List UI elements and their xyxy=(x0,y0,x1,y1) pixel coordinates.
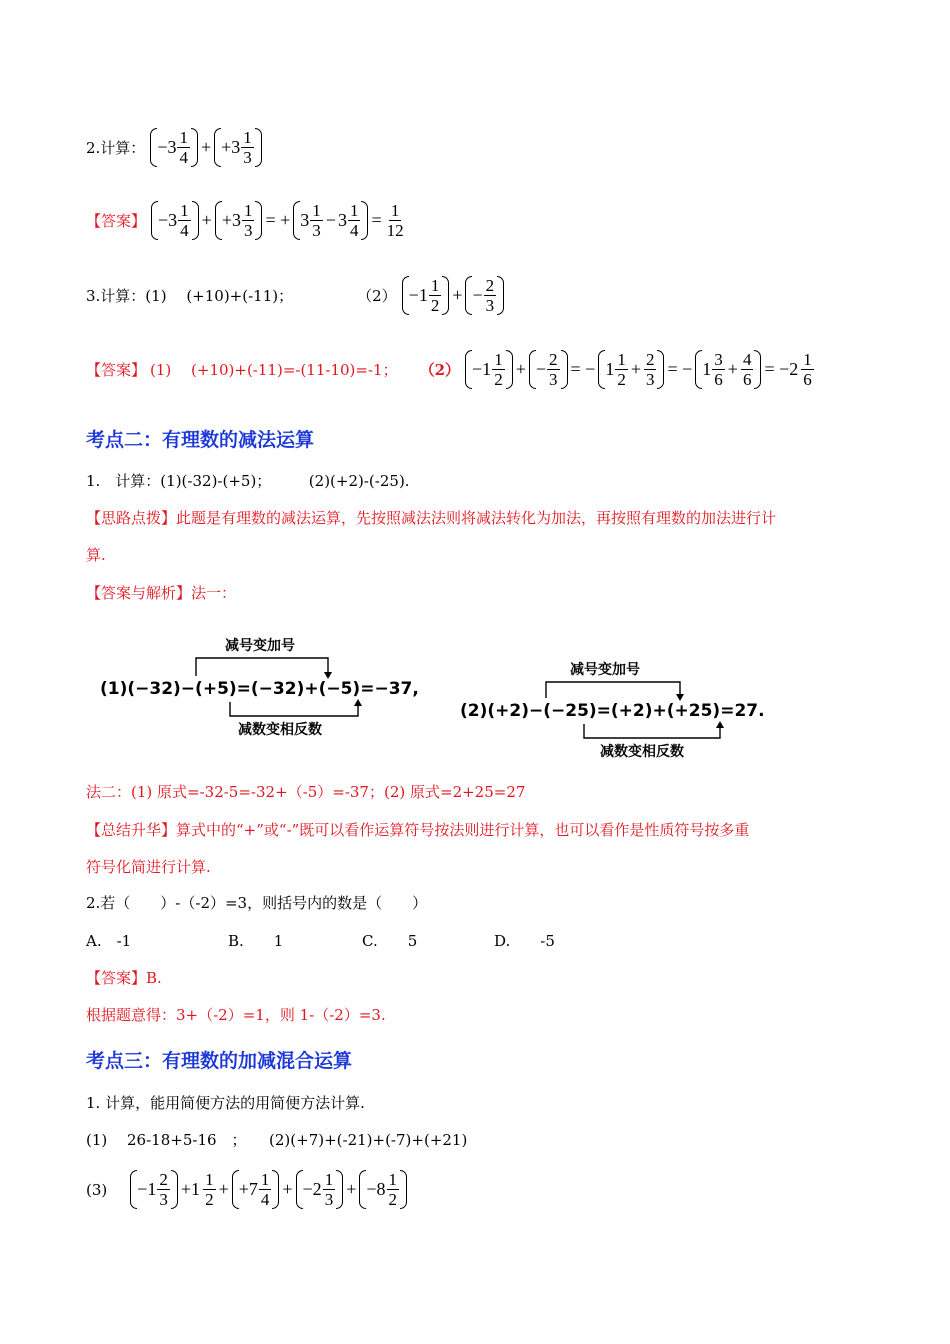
q3-answer-part2-label: （2） xyxy=(419,361,461,379)
paren-group: 3 $\frac{1}{3}$ − 3 $\frac{1}{4}$ xyxy=(293,201,368,240)
paren-group: −2 $\frac{1}{3}$ xyxy=(296,1170,344,1209)
fraction: $\frac{2}{3}$ xyxy=(549,350,558,389)
fraction: $\frac{1}{4}$ xyxy=(260,1170,270,1209)
fraction: $\frac{1}{4}$ xyxy=(179,128,188,167)
figure2-bottom-note: 减数变相反数 xyxy=(600,744,684,760)
figure1-bottom-note: 减数变相反数 xyxy=(238,722,322,738)
section3-q1: 1. 计算，能用简便方法的用简便方法计算. xyxy=(86,1094,365,1112)
q2-label: 2.计算： xyxy=(86,139,146,157)
figure2-top-arrowhead xyxy=(676,694,684,701)
math-whole: −3 xyxy=(157,137,177,157)
paren-group: − $\frac{2}{3}$ xyxy=(529,350,568,389)
paren-group xyxy=(214,128,262,167)
section2-answer: 【答案】B. xyxy=(86,969,162,987)
fraction: $\frac{2}{3}$ xyxy=(485,276,495,315)
fraction: $\frac{2}{3}$ xyxy=(159,1170,168,1209)
fraction: $\frac{1}{4}$ xyxy=(180,201,189,240)
fraction: $\frac{1}{12}$ xyxy=(386,201,404,240)
paren-group: −3 $\frac{1}{4}$ xyxy=(151,201,199,240)
fraction: $\frac{1}{2}$ xyxy=(205,1170,214,1209)
math-whole: +3 xyxy=(221,137,241,157)
paren-group: −1 $\frac{2}{3}$ xyxy=(130,1170,178,1209)
section2-hint-line1: 【思路点拨】此题是有理数的减法运算，先按照减法法则将减法转化为加法，再按照有理数的加法进行计 xyxy=(86,509,777,527)
figure1-bottom-bracket xyxy=(230,702,358,716)
fraction: $\frac{1}{4}$ xyxy=(349,201,359,240)
fraction: $\frac{1}{3}$ xyxy=(324,1170,334,1209)
section2-explain: 根据题意得：3+（-2）=1，则 1-（-2）=3. xyxy=(86,1006,386,1024)
figure2-bottom-arrowhead xyxy=(716,721,724,728)
answer-tag: 【答案】 xyxy=(86,361,147,379)
part3-label: (3) xyxy=(86,1180,108,1199)
section2-q2: 2.若（ ）-（-2）=3，则括号内的数是（ ） xyxy=(86,894,428,912)
q2-answer-line: 【答案】 −3 $\frac{1}{4}$ + +3 $\frac{1}{3}$ = + 3 $\frac{1}{3}$ − 3 $\frac{1}{4}$ = $\frac{1}{12}$ xyxy=(86,201,404,240)
paren-group: −1 $\frac{1}{2}$ xyxy=(465,350,513,389)
figure2-bottom-bracket xyxy=(584,724,720,738)
fraction: $\frac{1}{6}$ xyxy=(803,350,812,389)
option-b: B. 1 xyxy=(228,932,284,950)
figure2-top-note: 减号变加号 xyxy=(570,662,640,678)
figure1-bottom-arrowhead xyxy=(354,699,362,706)
fraction: $\frac{2}{3}$ xyxy=(645,350,655,389)
fraction: $\frac{1}{3}$ xyxy=(243,201,253,240)
paren-group: 1 $\frac{3}{6}$ + $\frac{4}{6}$ xyxy=(695,350,761,389)
figure1-equation: (1)(−32)−(+5)=(−32)+(−5)=−37, xyxy=(100,679,419,699)
paren-group: −1 $\frac{1}{2}$ xyxy=(402,276,450,315)
q3-label: 3.计算：(1) (+10)+(-11)； xyxy=(86,287,294,305)
figure2-top-bracket xyxy=(546,682,680,698)
q3-answer-line: 【答案】 (1) (+10)+(-11)=-(11-10)=-1； （2） −1 $\frac{1}{2}$ + − $\frac{2}{3}$ = − 1 $\frac{1}{2}$ + $\frac{2}{3}$ = − 1 $\frac{3}{6}$ + $\frac{4}{6}$ = −2 $\frac{1}{6}$ xyxy=(86,350,812,389)
section2-hint-line2: 算. xyxy=(86,546,106,564)
figure1-top-note: 减号变加号 xyxy=(225,638,295,654)
option-d: D. -5 xyxy=(494,932,555,950)
section2-heading: 考点二：有理数的减法运算 xyxy=(86,429,315,451)
fraction: $\frac{1}{2}$ xyxy=(494,350,503,389)
section2-method2: 法二：(1) 原式=-32-5=-32+（-5）=-37；(2) 原式=2+25=27 xyxy=(86,783,526,801)
option-a: A. -1 xyxy=(86,932,132,950)
option-c: C. 5 xyxy=(362,932,418,950)
section2-q1: 1. 计算：(1)(-32)-(+5)； (2)(+2)-(-25). xyxy=(86,472,410,490)
fraction: $\frac{1}{2}$ xyxy=(617,350,626,389)
fraction: $\frac{1}{3}$ xyxy=(243,128,252,167)
paren-group: 1 $\frac{1}{2}$ + $\frac{2}{3}$ xyxy=(598,350,664,389)
figure1-top-arrowhead xyxy=(324,672,332,679)
fraction: $\frac{3}{6}$ xyxy=(714,350,723,389)
q3-answer-part1: (1) (+10)+(-11)=-(11-10)=-1； xyxy=(150,361,398,379)
figure-subtraction-1 xyxy=(100,628,450,743)
section3-heading: 考点三：有理数的加减混合运算 xyxy=(86,1050,353,1072)
paren-group: −8 $\frac{1}{2}$ xyxy=(359,1170,407,1209)
paren-group: +7 $\frac{1}{4}$ xyxy=(232,1170,280,1209)
section3-q1-part3: (3) −1 $\frac{2}{3}$ +1 $\frac{1}{2}$ + +7 $\frac{1}{4}$ + −2 $\frac{1}{3}$ + −8 $\frac{1}{2}$ xyxy=(86,1170,408,1209)
paren-group: +3 $\frac{1}{3}$ xyxy=(215,201,263,240)
q3-calc-line: 3.计算：(1) (+10)+(-11)； （2） −1 $\frac{1}{2}$ + − $\frac{2}{3}$ xyxy=(86,276,505,315)
paren-group xyxy=(150,128,198,167)
answer-tag: 【答案】 xyxy=(86,212,147,230)
figure2-equation: (2)(+2)−(−25)=(+2)+(+25)=27. xyxy=(460,701,765,721)
q3-part2-label: （2） xyxy=(357,287,397,305)
math-operator: + xyxy=(200,137,212,157)
section2-summary-line1: 【总结升华】算式中的“+”或“-”既可以看作运算符号按法则进行计算，也可以看作是性质符号按多重 xyxy=(86,821,750,839)
paren-group: − $\frac{2}{3}$ xyxy=(465,276,504,315)
fraction: $\frac{1}{2}$ xyxy=(430,276,440,315)
fraction: $\frac{1}{3}$ xyxy=(312,201,321,240)
fraction: $\frac{4}{6}$ xyxy=(742,350,752,389)
section3-q1-parts: (1) 26-18+5-16 ； (2)(+7)+(-21)+(-7)+(+21) xyxy=(86,1131,468,1149)
section2-analysis: 【答案与解析】法一： xyxy=(86,584,237,602)
section2-summary-line2: 符号化简进行计算. xyxy=(86,858,211,876)
fraction: $\frac{1}{2}$ xyxy=(388,1170,397,1209)
figure-subtraction-2 xyxy=(460,652,800,764)
q2-calc-line xyxy=(86,128,263,167)
figure1-top-bracket xyxy=(196,658,328,676)
